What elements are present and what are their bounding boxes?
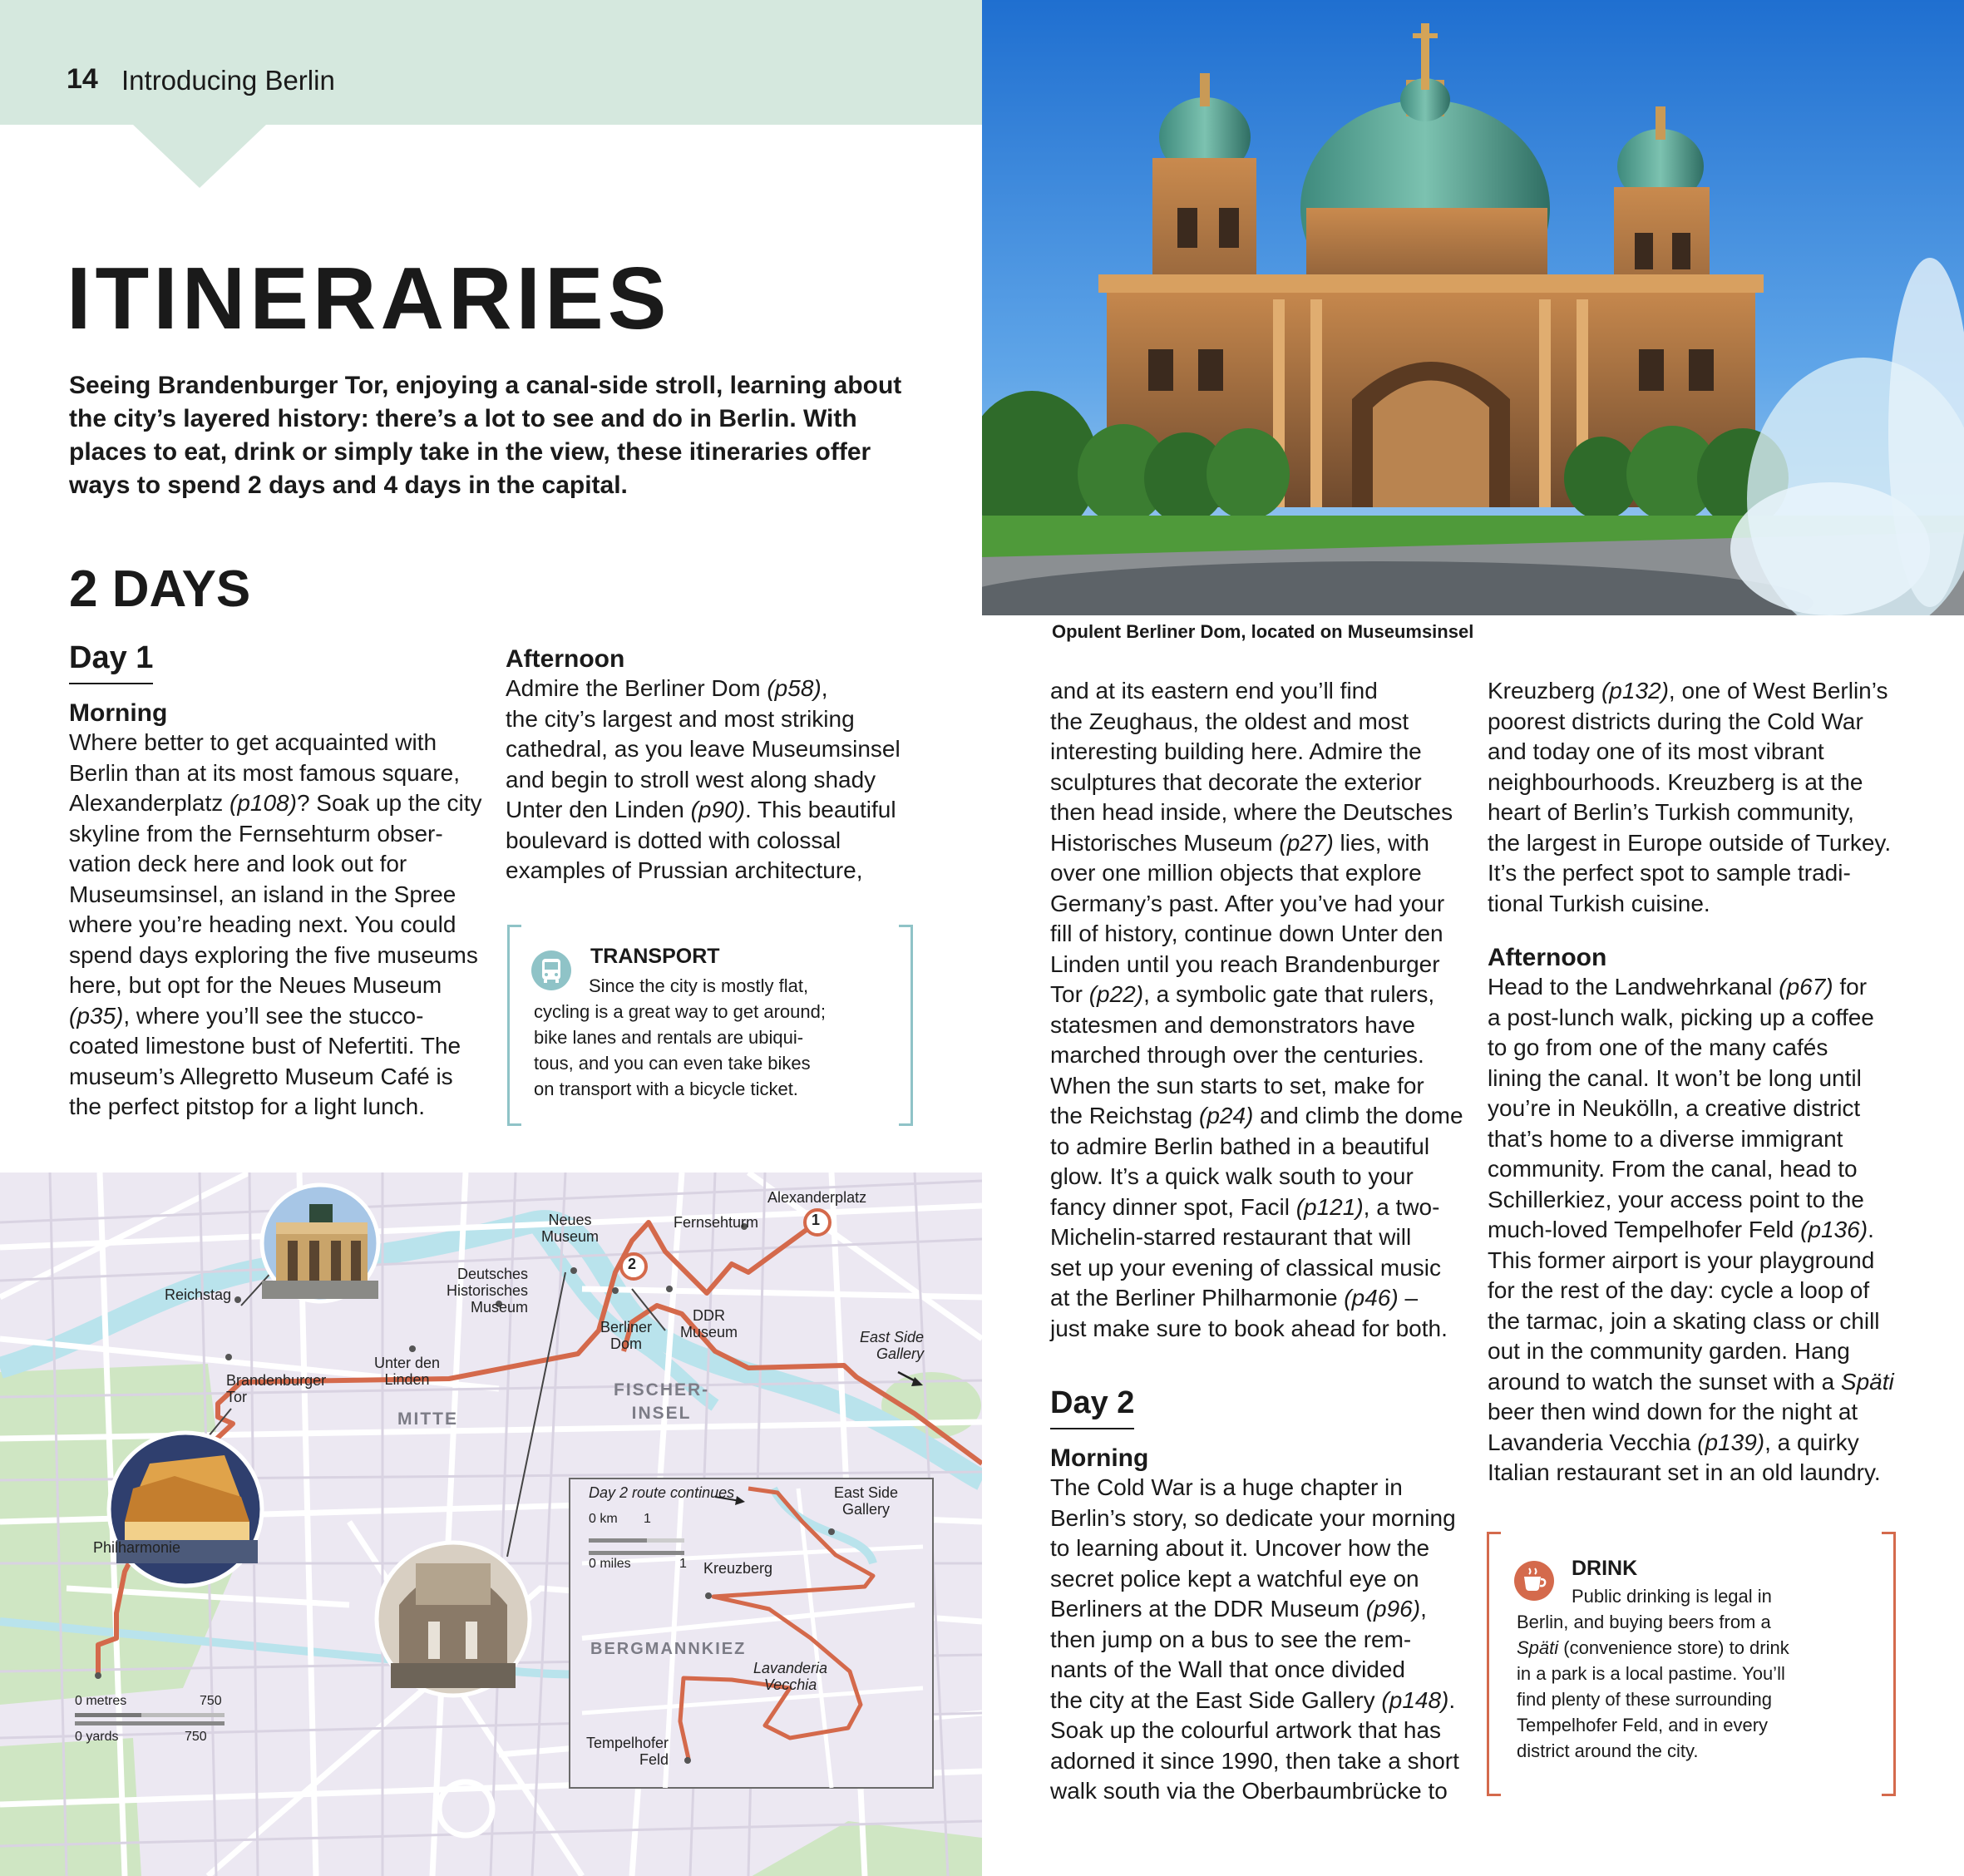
text-line: you’re in Neukölln, a creative district xyxy=(1488,1095,1861,1121)
inset-label-east-side-gallery: East Side Gallery xyxy=(834,1484,899,1518)
text-line: fancy dinner spot, Facil (p121), a two- xyxy=(1050,1193,1440,1220)
text-line: boulevard is dotted with colossal xyxy=(506,827,841,853)
day2-morning-heading: Morning xyxy=(1050,1444,1149,1472)
text-line: The Cold War is a huge chapter in xyxy=(1050,1474,1403,1500)
text-line: skyline from the Fernsehturm obser- xyxy=(69,820,443,847)
neues-museum-photo xyxy=(377,1543,530,1696)
text-line: museum’s Allegretto Museum Café is xyxy=(69,1063,453,1089)
text-line: Unter den Linden (p90). This beautiful xyxy=(506,797,896,822)
text-line: Kreuzberg (p132), one of West Berlin’s xyxy=(1488,678,1888,704)
text-line: the tarmac, join a skating class or chill xyxy=(1488,1307,1880,1334)
text-line: then jump on a bus to see the rem- xyxy=(1050,1626,1412,1652)
intro-text: Seeing Brandenburger Tor, enjoying a canal-side stroll, learning about the city’s layered history: there’s a lot to see and do in Berlin. With places to eat, drink or simply take in the view, these itineraries offer ways to spend 2 days and 4 days in the capital. xyxy=(69,372,902,499)
text-line: Since the city is mostly flat, xyxy=(589,975,809,996)
day2-afternoon-heading: Afternoon xyxy=(1488,944,1607,971)
text-line: Lavanderia Vecchia (p139), a quirky xyxy=(1488,1429,1859,1455)
transport-box xyxy=(507,925,913,1121)
box-bracket-right xyxy=(899,925,913,1126)
text-line: here, but opt for the Neues Museum xyxy=(69,972,442,998)
inset-label-kreuzberg: Kreuzberg xyxy=(703,1560,773,1577)
text-line: and today one of its most vibrant xyxy=(1488,738,1824,764)
label-mitte: MITTE xyxy=(397,1409,458,1429)
text-line: Späti (convenience store) to drink xyxy=(1517,1637,1789,1658)
drink-text xyxy=(1517,1583,1883,1764)
text-line: Berlin’s story, so dedicate your morning xyxy=(1050,1504,1456,1531)
box-bracket-left xyxy=(1487,1532,1501,1796)
scale-yards-label: 0 yards xyxy=(75,1730,119,1744)
route-map xyxy=(0,1172,982,1876)
text-line: heart of Berlin’s Turkish community, xyxy=(1488,799,1854,825)
text-line: Where better to get acquainted with xyxy=(69,729,437,755)
inset-km-label: 0 km xyxy=(589,1512,618,1526)
text-line: Berlin than at its most famous square, xyxy=(69,759,460,786)
label-reichstag: Reichstag xyxy=(165,1286,232,1303)
header-notch xyxy=(133,125,266,188)
inset-miles-label: 0 miles xyxy=(589,1557,631,1571)
label-deutsches-historisches-museum: Deutsches Historisches Museum xyxy=(447,1266,529,1316)
text-line: and begin to stroll west along shady xyxy=(506,766,876,792)
text-line: Alexanderplatz (p108)? Soak up the city xyxy=(69,790,482,816)
drink-title: DRINK xyxy=(1572,1557,1638,1580)
text-line: out in the community garden. Hang xyxy=(1488,1338,1850,1364)
text-line: to go from one of the many cafés xyxy=(1488,1034,1828,1060)
day1-afternoon-heading: Afternoon xyxy=(506,645,625,673)
day1-morning-text xyxy=(69,728,501,1123)
day2-morning-text xyxy=(1050,1473,1483,1807)
text-line: cathedral, as you leave Museumsinsel xyxy=(506,736,901,762)
day2-heading: Day 2 xyxy=(1050,1385,1134,1429)
berliner-dom-photo xyxy=(982,0,1964,615)
inset-label-bergmannkiez: BERGMANNKIEZ xyxy=(590,1640,747,1658)
label-ddr-museum: DDR Museum xyxy=(680,1307,738,1340)
transport-text xyxy=(534,973,900,1102)
text-line: Tempelhofer Feld, and in every xyxy=(1517,1715,1769,1735)
text-line: This former airport is your playground xyxy=(1488,1247,1875,1273)
text-line: tional Turkish cuisine. xyxy=(1488,890,1710,916)
brandenburger-tor-photo xyxy=(262,1185,378,1301)
text-line: beer then wind down for the night at xyxy=(1488,1399,1858,1424)
text-line: Soak up the colourful artwork that has xyxy=(1050,1717,1442,1743)
label-brandenburger-tor: Brandenburger Tor xyxy=(226,1372,327,1405)
text-line: Schillerkiez, your access point to the xyxy=(1488,1186,1864,1212)
day1-afternoon-column xyxy=(506,645,938,886)
text-line: spend days exploring the five museums xyxy=(69,941,478,968)
day1-heading: Day 1 xyxy=(69,640,153,684)
text-line: Admire the Berliner Dom (p58), xyxy=(506,675,828,701)
text-line: the city’s largest and most striking xyxy=(506,705,855,732)
day2-afternoon-text xyxy=(1488,972,1937,1488)
text-line: cycling is a great way to get around; xyxy=(534,1001,826,1022)
text-line: to learning about it. Uncover how the xyxy=(1050,1535,1430,1561)
text-line: set up your evening of classical music xyxy=(1050,1254,1441,1281)
stop-1-number: 1 xyxy=(812,1212,821,1228)
text-line: tous, and you can even take bikes xyxy=(534,1053,811,1074)
scale-metres-label: 0 metres xyxy=(75,1694,127,1708)
label-unter-den-linden: Unter den Linden xyxy=(374,1355,441,1388)
text-line: When the sun starts to set, make for xyxy=(1050,1072,1424,1098)
text-line: a post-lunch walk, picking up a coffee xyxy=(1488,1004,1874,1030)
text-line: Michelin-starred restaurant that will xyxy=(1050,1224,1412,1250)
days-heading: 2 DAYS xyxy=(69,560,251,618)
text-line: Berlin, and buying beers from a xyxy=(1517,1612,1771,1632)
text-line: in a park is a local pastime. You’ll xyxy=(1517,1663,1785,1684)
scale-yards-value: 750 xyxy=(185,1730,207,1744)
text-line: coated limestone bust of Nefertiti. The xyxy=(69,1033,461,1059)
text-line: to admire Berlin bathed in a beautiful xyxy=(1050,1133,1430,1159)
text-line: Public drinking is legal in xyxy=(1572,1586,1772,1607)
text-line: (p35), where you’ll see the stucco- xyxy=(69,1002,424,1029)
text-line: the perfect pitstop for a light lunch. xyxy=(69,1094,426,1119)
text-line: examples of Prussian architecture, xyxy=(506,857,863,883)
day1-afternoon-text xyxy=(506,674,938,886)
text-line: around to watch the sunset with a Späti xyxy=(1488,1368,1894,1395)
fourth-column xyxy=(1488,676,1937,1488)
text-line: neighbourhoods. Kreuzberg is at the xyxy=(1488,768,1863,795)
text-line: district around the city. xyxy=(1517,1740,1699,1761)
text-line: Historisches Museum (p27) lies, with xyxy=(1050,829,1429,856)
inset-label-lavanderia-vecchia: Lavanderia Vecchia xyxy=(753,1660,828,1693)
section-name: Introducing Berlin xyxy=(121,65,335,96)
text-line: for the rest of the day: cycle a loop of xyxy=(1488,1277,1870,1303)
text-line: much-loved Tempelhofer Feld (p136). xyxy=(1488,1217,1874,1242)
text-line: vation deck here and look out for xyxy=(69,851,407,876)
text-line: the largest in Europe outside of Turkey. xyxy=(1488,829,1892,856)
text-line: poorest districts during the Cold War xyxy=(1488,708,1863,734)
label-fischerinsel: FISCHER- INSEL xyxy=(614,1380,710,1423)
text-line: lining the canal. It won’t be long until xyxy=(1488,1064,1862,1091)
page-title: ITINERARIES xyxy=(67,249,671,348)
text-line: fill of history, continue down Unter den xyxy=(1050,921,1443,946)
text-line: Germany’s past. After you’ve had your xyxy=(1050,890,1445,916)
text-line: It’s the perfect spot to sample tradi- xyxy=(1488,860,1851,886)
text-line: Italian restaurant set in an old laundry. xyxy=(1488,1459,1881,1485)
philharmonie-photo xyxy=(109,1433,262,1586)
inset-route-note: Day 2 route continues xyxy=(589,1484,735,1501)
text-line: Head to the Landwehrkanal (p67) for xyxy=(1488,974,1868,1000)
text-line: that’s home to a diverse immigrant xyxy=(1488,1125,1843,1152)
text-line: Linden until you reach Brandenburger xyxy=(1050,950,1440,977)
text-line: Tor (p22), a symbolic gate that rulers, xyxy=(1050,981,1435,1007)
text-line: nants of the Wall that once divided xyxy=(1050,1656,1405,1682)
text-line: marched through over the centuries. xyxy=(1050,1042,1424,1068)
text-line: where you’re heading next. You could xyxy=(69,911,456,937)
text-line: sculptures that decorate the exterior xyxy=(1050,768,1422,795)
drink-box xyxy=(1487,1532,1896,1791)
text-line: walk south via the Oberbaumbrücke to xyxy=(1050,1778,1448,1804)
text-line: bike lanes and rentals are ubiqui- xyxy=(534,1027,804,1048)
day1-morning-heading: Morning xyxy=(69,699,168,727)
text-line: just make sure to book ahead for both. xyxy=(1050,1315,1448,1341)
transport-title: TRANSPORT xyxy=(590,945,720,968)
text-line: the Reichstag (p24) and climb the dome xyxy=(1050,1103,1463,1128)
inset-label-tempelhofer-feld: Tempelhofer Feld xyxy=(586,1735,669,1768)
day1-column xyxy=(69,640,501,1123)
photo-caption: Opulent Berliner Dom, located on Museumsinsel xyxy=(1052,621,1474,642)
text-line: find plenty of these surrounding xyxy=(1517,1689,1772,1710)
text-line: interesting building here. Admire the xyxy=(1050,738,1422,764)
text-line: then head inside, where the Deutsches xyxy=(1050,799,1453,825)
text-line: on transport with a bicycle ticket. xyxy=(534,1079,798,1099)
stop-2-number: 2 xyxy=(628,1256,637,1272)
text-line: Berliners at the DDR Museum (p96), xyxy=(1050,1596,1427,1622)
text-line: at the Berliner Philharmonie (p46) – xyxy=(1050,1285,1419,1311)
text-line: adorned it since 1990, then take a short xyxy=(1050,1747,1459,1774)
label-neues-museum: Neues Museum xyxy=(541,1212,600,1245)
text-line: community. From the canal, head to xyxy=(1488,1156,1858,1182)
third-column xyxy=(1050,676,1483,1807)
box-bracket-right xyxy=(1882,1532,1896,1796)
text-line: statesmen and demonstrators have xyxy=(1050,1011,1415,1038)
header-band xyxy=(0,0,982,125)
text-line: over one million objects that explore xyxy=(1050,860,1422,886)
day1-continued-text xyxy=(1050,676,1483,1344)
text-line: the city at the East Side Gallery (p148). xyxy=(1050,1686,1456,1713)
label-east-side-gallery: East Side Gallery xyxy=(860,1329,925,1362)
label-fernsehturm: Fernsehturm xyxy=(674,1214,759,1231)
text-line: and at its eastern end you’ll find xyxy=(1050,678,1378,704)
inset-miles-value: 1 xyxy=(679,1557,687,1571)
cathedral-illustration xyxy=(982,0,1964,615)
day2-continued-text xyxy=(1488,676,1937,919)
text-line: Museumsinsel, an island in the Spree xyxy=(69,881,456,907)
label-philharmonie: Philharmonie xyxy=(93,1539,181,1556)
page-number: 14 xyxy=(67,63,98,95)
inset-km-value: 1 xyxy=(644,1512,651,1526)
label-berliner-dom: Berliner Dom xyxy=(600,1319,653,1352)
box-bracket-left xyxy=(507,925,521,1126)
label-alexanderplatz: Alexanderplatz xyxy=(767,1189,867,1206)
scale-metres-value: 750 xyxy=(200,1694,222,1708)
text-line: secret police kept a watchful eye on xyxy=(1050,1565,1419,1592)
text-line: glow. It’s a quick walk south to your xyxy=(1050,1163,1414,1189)
text-line: the Zeughaus, the oldest and most xyxy=(1050,708,1409,734)
